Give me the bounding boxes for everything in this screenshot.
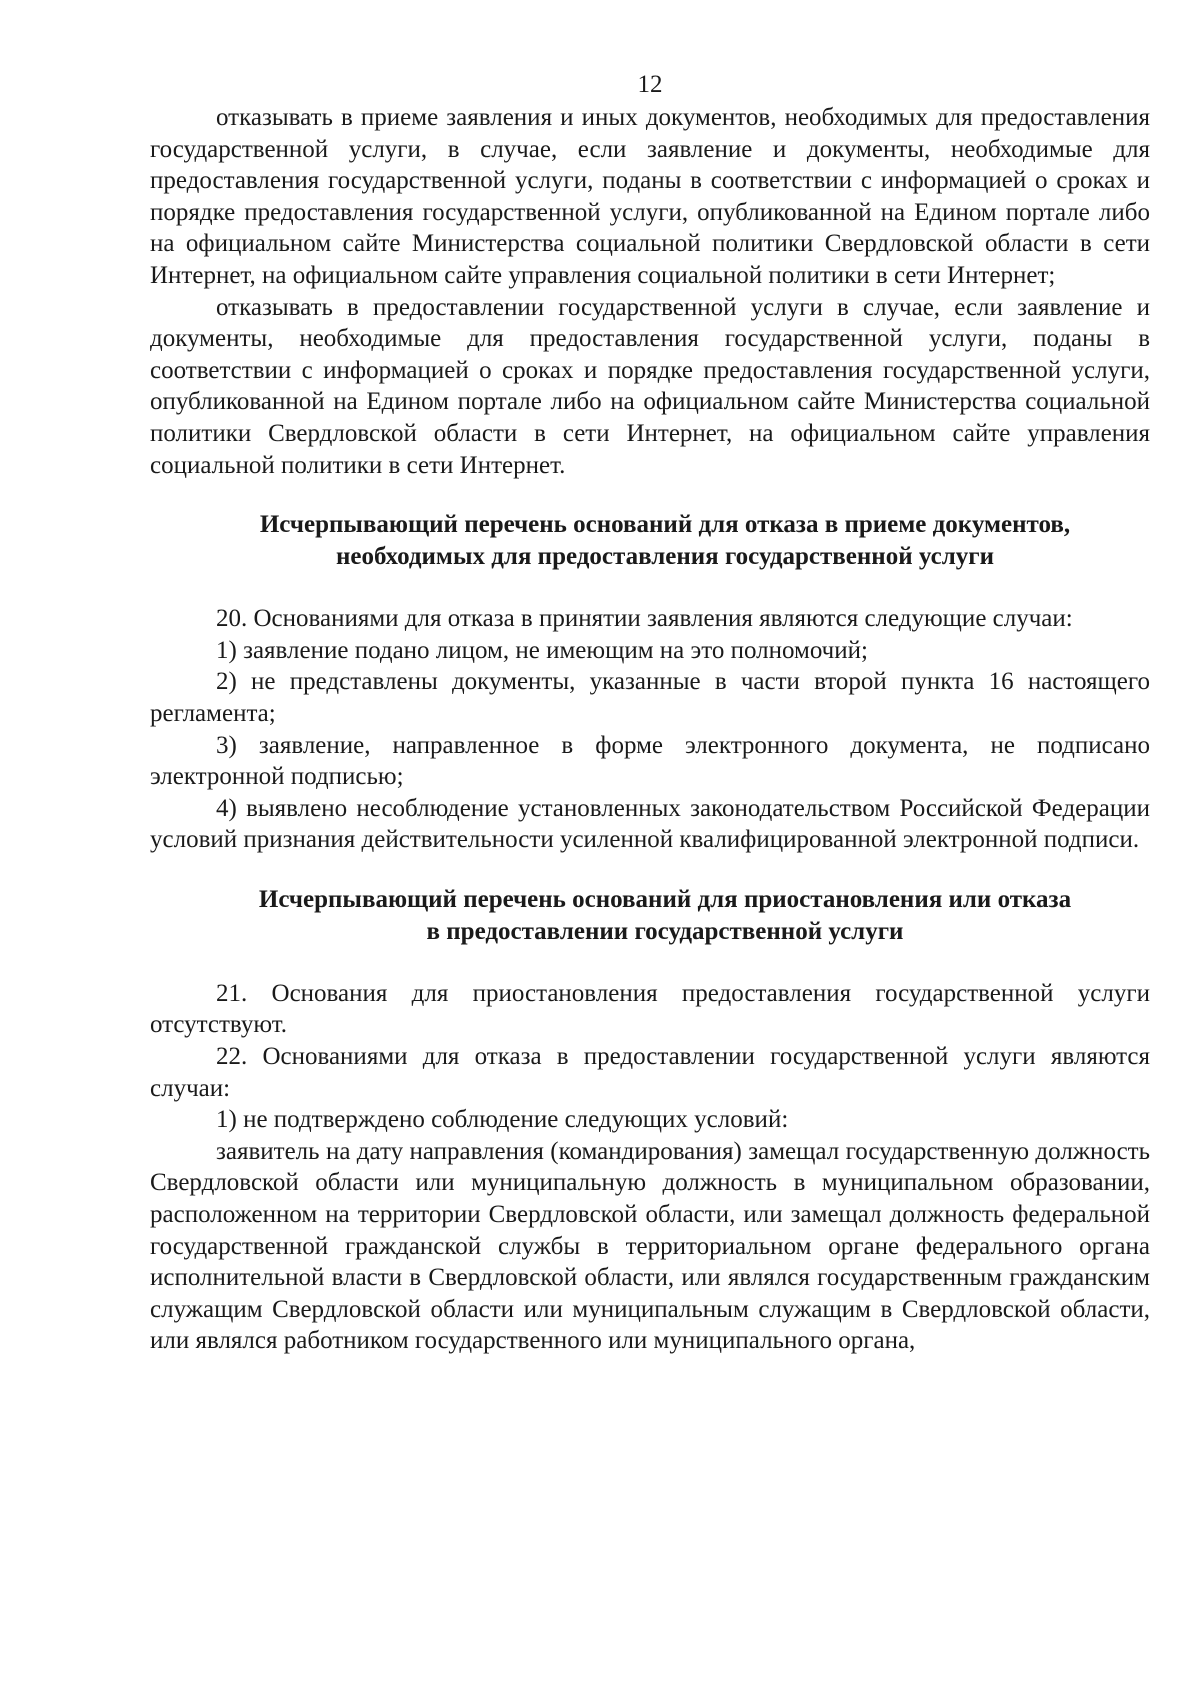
- heading-line: необходимых для предоставления государственной услуги: [336, 543, 994, 571]
- document-page: [150, 70, 1150, 1357]
- paragraph-refuse-provision: отказывать в предоставлении государственной услуги в случае, если заявление и документы, необходимые для предоставления государственной услуги, поданы в соответствии с информацией о сроках и порядке предоставления государственной услуги, опубликованной на Едином портале либо на официальном сайте Министерства социальной политики Свердловской области в сети Интернет, на официальном сайте управления социальной политики в сети Интернет.: [150, 293, 1150, 479]
- paragraph-item-21: 21. Основания для приостановления предоставления государственной услуги отсутствуют.: [150, 979, 1150, 1039]
- heading-line: в предоставлении государственной услуги: [426, 917, 904, 945]
- paragraph-item-22: 22. Основаниями для отказа в предоставлении государственной услуги являются случаи:: [150, 1043, 1150, 1102]
- section-heading-refusal-acceptance: [150, 509, 1150, 573]
- list-item: 1) не подтверждено соблюдение следующих условий:: [216, 1106, 789, 1134]
- section-heading-suspension-refusal: [150, 884, 1150, 948]
- list-item: 4) выявлено несоблюдение установленных законодательством Российской Федерации условий признания действительности усиленной квалифицированной электронной подписи.: [150, 794, 1150, 854]
- list-item: 3) заявление, направленное в форме электронного документа, не подписано электронной подписью;: [150, 731, 1150, 791]
- list-item: 1) заявление подано лицом, не имеющим на это полномочий;: [216, 636, 868, 664]
- paragraph-conditions: заявитель на дату направления (командирования) замещал государственную должность Свердловской области или муниципальную должность в муниципальном образовании, расположенном на территории Свердловской области, или замещал должность федеральной государственной гражданской службы в территориальном органе федерального органа исполнительной власти в Свердловской области, или являлся государственным гражданским служащим Свердловской области или муниципальным служащим в Свердловской области, или являлся работником государственного или муниципального органа,: [150, 1137, 1150, 1355]
- heading-line: Исчерпывающий перечень оснований для приостановления или отказа: [258, 885, 1072, 913]
- paragraph-refuse-acceptance: отказывать в приеме заявления и иных документов, необходимых для предоставления государственной услуги, в случае, если заявление и документы, необходимые для предоставления государственной услуги, поданы в соответствии с информацией о сроках и порядке предоставления государственной услуги, опубликованной на Едином портале либо на официальном сайте Министерства социальной политики Свердловской области в сети Интернет, на официальном сайте управления социальной политики в сети Интернет;: [150, 104, 1150, 289]
- paragraph-item-20: 20. Основаниями для отказа в принятии заявления являются следующие случаи:: [216, 605, 1073, 633]
- page-number: 12: [637, 71, 663, 98]
- heading-line: Исчерпывающий перечень оснований для отказа в приеме документов,: [259, 511, 1071, 539]
- list-item: 2) не представлены документы, указанные в части второй пункта 16 настоящего регламента;: [150, 668, 1150, 727]
